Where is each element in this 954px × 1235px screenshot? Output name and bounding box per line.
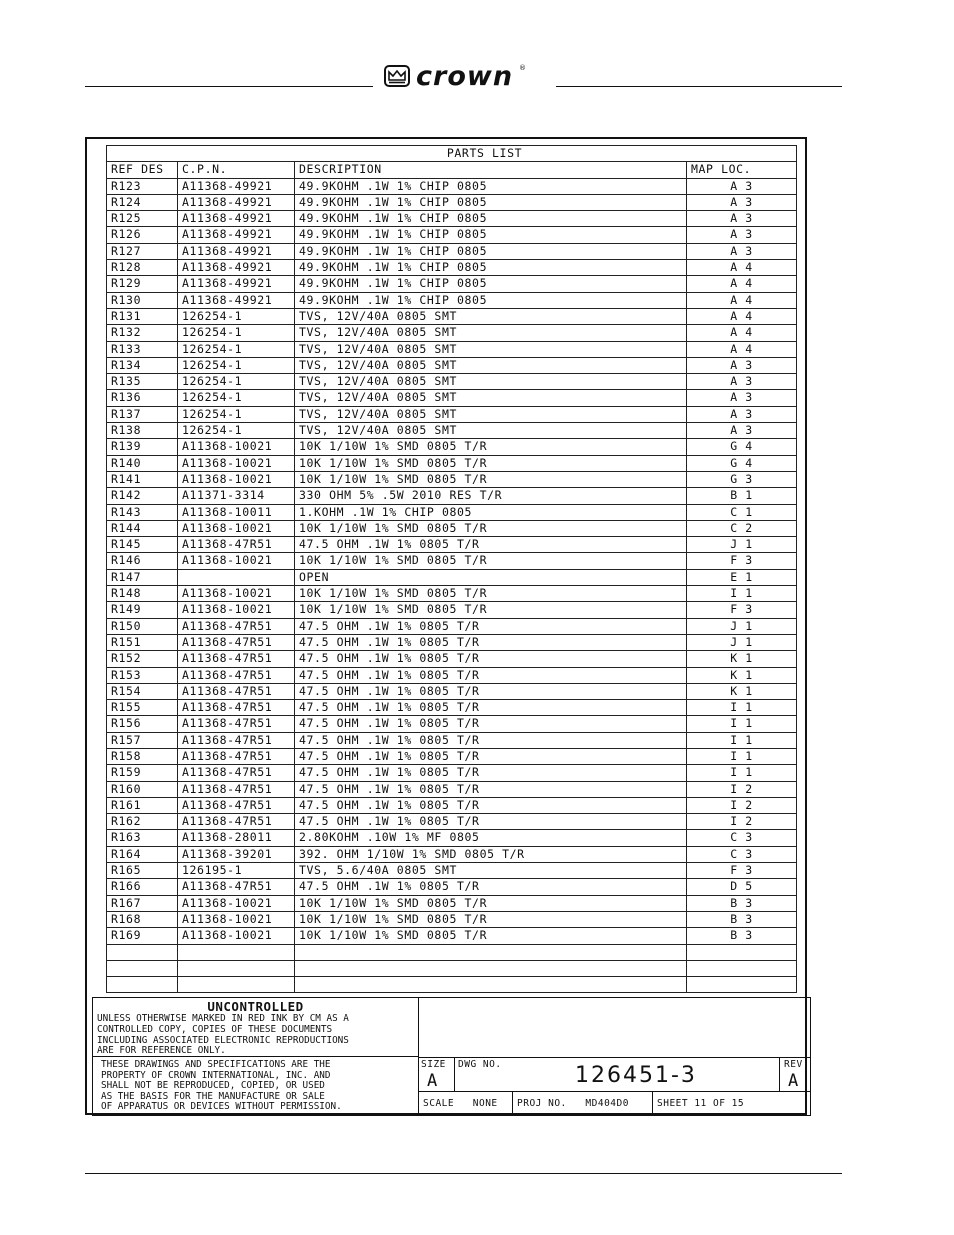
ref-des-cell: R129 — [107, 276, 178, 292]
table-row — [107, 260, 797, 276]
description-cell: 47.5 OHM .1W 1% 0805 T/R — [295, 537, 687, 553]
map-loc-cell: A 3 — [687, 227, 797, 243]
description-cell: TVS, 5.6/40A 0805 SMT — [295, 863, 687, 879]
description-cell: 47.5 OHM .1W 1% 0805 T/R — [295, 814, 687, 830]
description-cell: 47.5 OHM .1W 1% 0805 T/R — [295, 879, 687, 895]
crown-emblem-icon — [384, 65, 410, 87]
cpn-cell: A11368-10021 — [178, 602, 295, 618]
map-loc-cell: A 4 — [687, 308, 797, 324]
cpn-cell: A11368-49921 — [178, 194, 295, 210]
column-header-cpn: C.P.N. — [178, 162, 295, 178]
cpn-cell: A11368-49921 — [178, 292, 295, 308]
cpn-cell: A11368-39201 — [178, 846, 295, 862]
cpn-cell: A11368-47R51 — [178, 732, 295, 748]
description-cell: 47.5 OHM .1W 1% 0805 T/R — [295, 667, 687, 683]
map-loc-cell: A 4 — [687, 260, 797, 276]
description-cell: 47.5 OHM .1W 1% 0805 T/R — [295, 618, 687, 634]
ref-des-cell: R125 — [107, 211, 178, 227]
map-loc-cell: I 1 — [687, 732, 797, 748]
description-cell: TVS, 12V/40A 0805 SMT — [295, 357, 687, 373]
ref-des-cell: R160 — [107, 781, 178, 797]
map-loc-cell: A 4 — [687, 341, 797, 357]
description-cell: OPEN — [295, 569, 687, 585]
description-cell: 47.5 OHM .1W 1% 0805 T/R — [295, 748, 687, 764]
map-loc-cell: I 2 — [687, 814, 797, 830]
cpn-cell: 126254-1 — [178, 423, 295, 439]
ref-des-cell: R148 — [107, 586, 178, 602]
property-line: SHALL NOT BE REPRODUCED, COPIED, OR USED — [101, 1080, 325, 1092]
table-row — [107, 830, 797, 846]
table-row — [107, 879, 797, 895]
cpn-cell: A11368-49921 — [178, 227, 295, 243]
blank-cell — [107, 960, 178, 976]
table-row — [107, 488, 797, 504]
property-line: THESE DRAWINGS AND SPECIFICATIONS ARE THE — [101, 1059, 331, 1070]
map-loc-cell: I 1 — [687, 748, 797, 764]
blank-cell — [178, 960, 295, 976]
blank-cell — [687, 960, 797, 976]
map-loc-cell: K 1 — [687, 683, 797, 699]
size-box — [419, 1057, 455, 1091]
cpn-cell: A11368-47R51 — [178, 814, 295, 830]
table-row — [107, 586, 797, 602]
ref-des-cell: R147 — [107, 569, 178, 585]
ref-des-cell: R126 — [107, 227, 178, 243]
ref-des-cell: R158 — [107, 748, 178, 764]
cpn-cell: A11368-47R51 — [178, 634, 295, 650]
table-row — [107, 928, 797, 944]
table-row — [107, 211, 797, 227]
description-cell: 330 OHM 5% .5W 2010 RES T/R — [295, 488, 687, 504]
description-cell: 10K 1/10W 1% SMD 0805 T/R — [295, 911, 687, 927]
description-cell: 49.9KOHM .1W 1% CHIP 0805 — [295, 260, 687, 276]
registered-mark: ® — [519, 64, 527, 72]
ref-des-cell: R149 — [107, 602, 178, 618]
map-loc-cell: B 3 — [687, 928, 797, 944]
map-loc-cell: C 1 — [687, 504, 797, 520]
cpn-cell: A11368-10021 — [178, 928, 295, 944]
table-row — [107, 634, 797, 650]
cpn-cell: 126254-1 — [178, 325, 295, 341]
table-row — [107, 325, 797, 341]
size-value: A — [427, 1071, 438, 1091]
description-cell: 49.9KOHM .1W 1% CHIP 0805 — [295, 211, 687, 227]
parts-list-table — [106, 145, 797, 993]
blank-cell — [107, 977, 178, 993]
ref-des-cell: R150 — [107, 618, 178, 634]
ref-des-cell: R133 — [107, 341, 178, 357]
uncontrolled-line: CONTROLLED COPY, COPIES OF THESE DOCUMENTS — [97, 1023, 333, 1035]
ref-des-cell: R164 — [107, 846, 178, 862]
column-header-ref-des: REF DES — [107, 162, 178, 178]
table-row — [107, 390, 797, 406]
ref-des-cell: R161 — [107, 797, 178, 813]
title-block — [418, 997, 811, 1116]
cpn-cell: A11368-10021 — [178, 911, 295, 927]
description-cell: 2.80KOHM .10W 1% MF 0805 — [295, 830, 687, 846]
cpn-cell: 126254-1 — [178, 390, 295, 406]
map-loc-cell: B 3 — [687, 895, 797, 911]
description-cell: 10K 1/10W 1% SMD 0805 T/R — [295, 586, 687, 602]
map-loc-cell: J 1 — [687, 618, 797, 634]
ref-des-cell: R165 — [107, 863, 178, 879]
ref-des-cell: R140 — [107, 455, 178, 471]
cpn-cell: A11368-10021 — [178, 586, 295, 602]
ref-des-cell: R141 — [107, 471, 178, 487]
map-loc-cell: I 1 — [687, 586, 797, 602]
property-notice — [92, 1057, 418, 1116]
map-loc-cell: J 1 — [687, 537, 797, 553]
blank-cell — [687, 944, 797, 960]
description-cell: 47.5 OHM .1W 1% 0805 T/R — [295, 683, 687, 699]
footer-rule — [85, 1173, 842, 1174]
blank-cell — [178, 977, 295, 993]
map-loc-cell: B 1 — [687, 488, 797, 504]
table-row — [107, 308, 797, 324]
description-cell: 49.9KOHM .1W 1% CHIP 0805 — [295, 178, 687, 194]
cpn-cell: A11368-49921 — [178, 260, 295, 276]
ref-des-cell: R134 — [107, 357, 178, 373]
cpn-cell: 126195-1 — [178, 863, 295, 879]
map-loc-cell: C 2 — [687, 520, 797, 536]
description-cell: 10K 1/10W 1% SMD 0805 T/R — [295, 602, 687, 618]
cpn-cell: A11368-10021 — [178, 471, 295, 487]
map-loc-cell: F 3 — [687, 602, 797, 618]
table-row — [107, 276, 797, 292]
description-cell: 49.9KOHM .1W 1% CHIP 0805 — [295, 227, 687, 243]
description-cell: TVS, 12V/40A 0805 SMT — [295, 341, 687, 357]
description-cell: 392. OHM 1/10W 1% SMD 0805 T/R — [295, 846, 687, 862]
ref-des-cell: R136 — [107, 390, 178, 406]
table-row — [107, 602, 797, 618]
map-loc-cell: A 4 — [687, 292, 797, 308]
description-cell: 10K 1/10W 1% SMD 0805 T/R — [295, 455, 687, 471]
map-loc-cell: K 1 — [687, 667, 797, 683]
project-number-field: PROJ NO. MD404D0 — [513, 1091, 653, 1115]
cpn-cell: A11368-10021 — [178, 520, 295, 536]
map-loc-cell: E 1 — [687, 569, 797, 585]
ref-des-cell: R128 — [107, 260, 178, 276]
table-row — [107, 781, 797, 797]
ref-des-cell: R162 — [107, 814, 178, 830]
table-row — [107, 651, 797, 667]
table-row — [107, 863, 797, 879]
rev-value: A — [788, 1071, 799, 1091]
ref-des-cell: R135 — [107, 374, 178, 390]
ref-des-cell: R167 — [107, 895, 178, 911]
description-cell: 10K 1/10W 1% SMD 0805 T/R — [295, 553, 687, 569]
map-loc-cell: F 3 — [687, 553, 797, 569]
map-loc-cell: A 4 — [687, 276, 797, 292]
dwg-number-value: 126451-3 — [575, 1063, 697, 1088]
scale-field: SCALE NONE — [419, 1091, 513, 1115]
ref-des-cell: R151 — [107, 634, 178, 650]
ref-des-cell: R169 — [107, 928, 178, 944]
uncontrolled-line: INCLUDING ASSOCIATED ELECTRONIC REPRODUCTIONS — [97, 1034, 349, 1046]
description-cell: 10K 1/10W 1% SMD 0805 T/R — [295, 520, 687, 536]
table-row — [107, 765, 797, 781]
table-row — [107, 683, 797, 699]
uncontrolled-line: UNLESS OTHERWISE MARKED IN RED INK BY CM AS A — [97, 1013, 349, 1024]
ref-des-cell: R138 — [107, 423, 178, 439]
table-row — [107, 700, 797, 716]
map-loc-cell: G 3 — [687, 471, 797, 487]
map-loc-cell: F 3 — [687, 863, 797, 879]
map-loc-cell: A 3 — [687, 194, 797, 210]
ref-des-cell: R168 — [107, 911, 178, 927]
description-cell: 49.9KOHM .1W 1% CHIP 0805 — [295, 292, 687, 308]
ref-des-cell: R166 — [107, 879, 178, 895]
ref-des-cell: R143 — [107, 504, 178, 520]
map-loc-cell: J 1 — [687, 634, 797, 650]
sheet-field: SHEET 11 OF 15 — [653, 1091, 810, 1115]
ref-des-cell: R155 — [107, 700, 178, 716]
description-cell: 47.5 OHM .1W 1% 0805 T/R — [295, 732, 687, 748]
description-cell: TVS, 12V/40A 0805 SMT — [295, 390, 687, 406]
ref-des-cell: R123 — [107, 178, 178, 194]
description-cell: 49.9KOHM .1W 1% CHIP 0805 — [295, 243, 687, 259]
table-row — [107, 406, 797, 422]
description-cell: 47.5 OHM .1W 1% 0805 T/R — [295, 765, 687, 781]
table-row — [107, 194, 797, 210]
table-row — [107, 292, 797, 308]
ref-des-cell: R139 — [107, 439, 178, 455]
description-cell: 47.5 OHM .1W 1% 0805 T/R — [295, 634, 687, 650]
map-loc-cell: A 3 — [687, 178, 797, 194]
map-loc-cell: A 3 — [687, 357, 797, 373]
blank-row — [107, 977, 797, 993]
description-cell: 47.5 OHM .1W 1% 0805 T/R — [295, 781, 687, 797]
cpn-cell: 126254-1 — [178, 341, 295, 357]
blank-row — [107, 960, 797, 976]
description-cell: 1.KOHM .1W 1% CHIP 0805 — [295, 504, 687, 520]
ref-des-cell: R144 — [107, 520, 178, 536]
cpn-cell: A11368-28011 — [178, 830, 295, 846]
size-label: SIZE — [421, 1059, 446, 1070]
map-loc-cell: I 1 — [687, 716, 797, 732]
blank-cell — [687, 977, 797, 993]
map-loc-cell: I 1 — [687, 765, 797, 781]
cpn-cell: A11368-47R51 — [178, 716, 295, 732]
table-row — [107, 471, 797, 487]
table-row — [107, 423, 797, 439]
cpn-cell: A11368-10011 — [178, 504, 295, 520]
cpn-cell: 126254-1 — [178, 308, 295, 324]
table-row — [107, 732, 797, 748]
header-rule-right — [556, 86, 842, 87]
table-row — [107, 439, 797, 455]
description-cell: TVS, 12V/40A 0805 SMT — [295, 374, 687, 390]
cpn-cell — [178, 569, 295, 585]
cpn-cell: 126254-1 — [178, 374, 295, 390]
blank-cell — [295, 944, 687, 960]
ref-des-cell: R124 — [107, 194, 178, 210]
cpn-cell: A11368-49921 — [178, 243, 295, 259]
cpn-cell: A11368-47R51 — [178, 651, 295, 667]
cpn-cell: A11368-47R51 — [178, 781, 295, 797]
table-row — [107, 895, 797, 911]
cpn-cell: A11368-47R51 — [178, 667, 295, 683]
map-loc-cell: A 4 — [687, 325, 797, 341]
cpn-cell: A11368-49921 — [178, 211, 295, 227]
cpn-cell: A11368-10021 — [178, 439, 295, 455]
blank-cell — [295, 977, 687, 993]
map-loc-cell: D 5 — [687, 879, 797, 895]
ref-des-cell: R159 — [107, 765, 178, 781]
property-line: OF APPARATUS OR DEVICES WITHOUT PERMISSION. — [101, 1101, 342, 1113]
table-row — [107, 553, 797, 569]
blank-cell — [178, 944, 295, 960]
crown-logo — [384, 62, 554, 90]
uncontrolled-line: ARE FOR REFERENCE ONLY. — [97, 1045, 226, 1057]
map-loc-cell: I 1 — [687, 700, 797, 716]
description-cell: 47.5 OHM .1W 1% 0805 T/R — [295, 700, 687, 716]
description-cell: 47.5 OHM .1W 1% 0805 T/R — [295, 797, 687, 813]
blank-cell — [107, 944, 178, 960]
cpn-cell: A11368-10021 — [178, 553, 295, 569]
blank-row — [107, 944, 797, 960]
table-row — [107, 341, 797, 357]
map-loc-cell: A 3 — [687, 423, 797, 439]
map-loc-cell: C 3 — [687, 846, 797, 862]
table-row — [107, 455, 797, 471]
description-cell: 10K 1/10W 1% SMD 0805 T/R — [295, 471, 687, 487]
uncontrolled-notice — [92, 997, 418, 1057]
description-cell: TVS, 12V/40A 0805 SMT — [295, 308, 687, 324]
cpn-cell: A11368-10021 — [178, 895, 295, 911]
ref-des-cell: R130 — [107, 292, 178, 308]
header-rule-left — [85, 86, 373, 87]
cpn-cell: A11368-10021 — [178, 455, 295, 471]
table-row — [107, 667, 797, 683]
table-row — [107, 748, 797, 764]
description-cell: 10K 1/10W 1% SMD 0805 T/R — [295, 439, 687, 455]
property-line: AS THE BASIS FOR THE MANUFACTURE OR SALE — [101, 1090, 325, 1102]
ref-des-cell: R154 — [107, 683, 178, 699]
cpn-cell: A11368-49921 — [178, 178, 295, 194]
table-row — [107, 797, 797, 813]
ref-des-cell: R157 — [107, 732, 178, 748]
description-cell: TVS, 12V/40A 0805 SMT — [295, 406, 687, 422]
cpn-cell: A11368-47R51 — [178, 748, 295, 764]
ref-des-cell: R152 — [107, 651, 178, 667]
ref-des-cell: R142 — [107, 488, 178, 504]
table-row — [107, 243, 797, 259]
map-loc-cell: G 4 — [687, 439, 797, 455]
dwg-number-label: DWG NO. — [458, 1059, 502, 1070]
map-loc-cell: A 3 — [687, 390, 797, 406]
ref-des-cell: R137 — [107, 406, 178, 422]
description-cell: TVS, 12V/40A 0805 SMT — [295, 423, 687, 439]
cpn-cell: A11371-3314 — [178, 488, 295, 504]
rev-label: REV — [784, 1059, 803, 1070]
property-line: PROPERTY OF CROWN INTERNATIONAL, INC. AND — [101, 1069, 331, 1081]
cpn-cell: A11368-47R51 — [178, 618, 295, 634]
map-loc-cell: I 2 — [687, 781, 797, 797]
description-cell: 10K 1/10W 1% SMD 0805 T/R — [295, 895, 687, 911]
table-row — [107, 814, 797, 830]
table-row — [107, 227, 797, 243]
rev-box — [780, 1057, 810, 1091]
cpn-cell: A11368-47R51 — [178, 765, 295, 781]
uncontrolled-heading: UNCONTROLLED — [207, 999, 304, 1014]
table-row — [107, 537, 797, 553]
table-row — [107, 178, 797, 194]
table-row — [107, 911, 797, 927]
map-loc-cell: G 4 — [687, 455, 797, 471]
ref-des-cell: R153 — [107, 667, 178, 683]
table-row — [107, 504, 797, 520]
ref-des-cell: R132 — [107, 325, 178, 341]
description-cell: 49.9KOHM .1W 1% CHIP 0805 — [295, 194, 687, 210]
table-row — [107, 520, 797, 536]
parts-list-title: PARTS LIST — [107, 146, 797, 162]
cpn-cell: A11368-47R51 — [178, 797, 295, 813]
table-row — [107, 618, 797, 634]
map-loc-cell: I 2 — [687, 797, 797, 813]
parts-list-header-row — [107, 162, 797, 178]
dwg-number-box — [455, 1057, 780, 1091]
description-cell: 47.5 OHM .1W 1% 0805 T/R — [295, 716, 687, 732]
description-cell: 49.9KOHM .1W 1% CHIP 0805 — [295, 276, 687, 292]
map-loc-cell: A 3 — [687, 406, 797, 422]
description-cell: 10K 1/10W 1% SMD 0805 T/R — [295, 928, 687, 944]
blank-cell — [295, 960, 687, 976]
description-cell: TVS, 12V/40A 0805 SMT — [295, 325, 687, 341]
ref-des-cell: R163 — [107, 830, 178, 846]
parts-list-title-row — [107, 146, 797, 162]
cpn-cell: A11368-47R51 — [178, 537, 295, 553]
cpn-cell: 126254-1 — [178, 357, 295, 373]
table-row — [107, 716, 797, 732]
column-header-description: DESCRIPTION — [295, 162, 687, 178]
description-cell: 47.5 OHM .1W 1% 0805 T/R — [295, 651, 687, 667]
ref-des-cell: R156 — [107, 716, 178, 732]
parts-list-body — [107, 178, 797, 993]
map-loc-cell: B 3 — [687, 911, 797, 927]
map-loc-cell: A 3 — [687, 374, 797, 390]
table-row — [107, 374, 797, 390]
logo-wordmark: crown — [416, 60, 514, 92]
ref-des-cell: R131 — [107, 308, 178, 324]
map-loc-cell: A 3 — [687, 211, 797, 227]
map-loc-cell: K 1 — [687, 651, 797, 667]
table-row — [107, 846, 797, 862]
map-loc-cell: A 3 — [687, 243, 797, 259]
ref-des-cell: R146 — [107, 553, 178, 569]
ref-des-cell: R127 — [107, 243, 178, 259]
column-header-map-loc: MAP LOC. — [687, 162, 797, 178]
table-row — [107, 569, 797, 585]
cpn-cell: A11368-47R51 — [178, 700, 295, 716]
cpn-cell: A11368-47R51 — [178, 879, 295, 895]
cpn-cell: 126254-1 — [178, 406, 295, 422]
cpn-cell: A11368-49921 — [178, 276, 295, 292]
table-row — [107, 357, 797, 373]
cpn-cell: A11368-47R51 — [178, 683, 295, 699]
ref-des-cell: R145 — [107, 537, 178, 553]
map-loc-cell: C 3 — [687, 830, 797, 846]
